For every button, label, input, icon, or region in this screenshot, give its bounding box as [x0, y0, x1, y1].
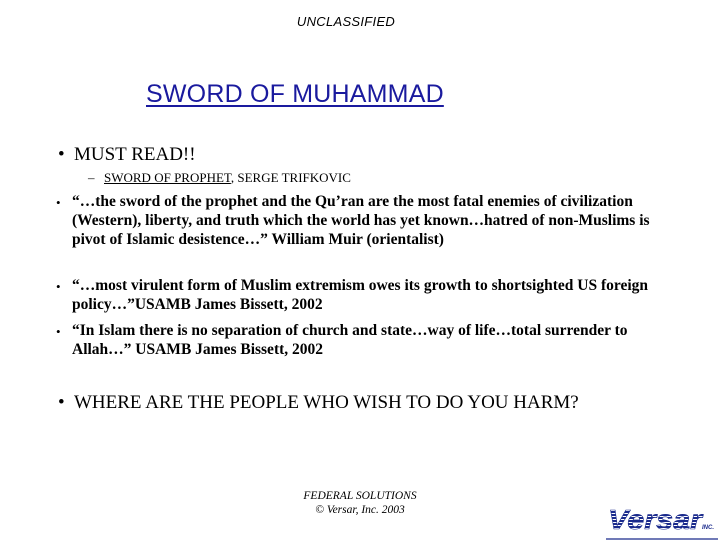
footer-line-1: FEDERAL SOLUTIONS — [303, 490, 417, 502]
sub-item-reference — [88, 170, 351, 186]
bullet-dot: • — [58, 392, 65, 413]
classification-label: UNCLASSIFIED — [296, 14, 396, 29]
bullet-dot: • — [56, 195, 61, 210]
dash-marker: – — [88, 170, 95, 185]
quote-text: “…the sword of the prophet and the Qu’ran are the most fatal enemies of civilization (Western), liberty, and truth which the world has yet known…hatred of non-Muslims is pivot of Islamic desistence…” William Muir (orientalist) — [72, 193, 650, 248]
bullet-where-text: WHERE ARE THE PEOPLE WHO WISH TO DO YOU HARM? — [74, 392, 579, 413]
bullet-dot: • — [56, 324, 61, 339]
footer-credit — [260, 489, 460, 517]
reference-title: SWORD OF PROPHET — [104, 170, 231, 185]
quote-item — [56, 276, 668, 314]
bullet-where — [58, 392, 579, 414]
bullet-must-read-text: MUST READ!! — [74, 144, 196, 165]
bullet-dot: • — [58, 144, 65, 165]
versar-logo — [606, 502, 718, 540]
logo-suffix: INC. — [702, 525, 714, 531]
reference-author: , SERGE TRIFKOVIC — [230, 170, 351, 185]
quote-item — [56, 192, 668, 249]
bullet-must-read — [58, 144, 196, 166]
bullet-dot: • — [56, 279, 61, 294]
quote-text: “…most virulent form of Muslim extremism owes its growth to shortsighted US foreign policy…”USAMB James Bissett, 2002 — [72, 277, 649, 313]
logo-wordmark: Versar — [608, 504, 705, 535]
footer-line-2: © Versar, Inc. 2003 — [315, 504, 405, 516]
page-title: SWORD OF MUHAMMAD — [146, 80, 444, 108]
quote-text: “In Islam there is no separation of church and state…way of life…total surrender to Allah…” USAMB James Bissett, 2002 — [72, 322, 628, 358]
quote-item — [56, 321, 668, 359]
